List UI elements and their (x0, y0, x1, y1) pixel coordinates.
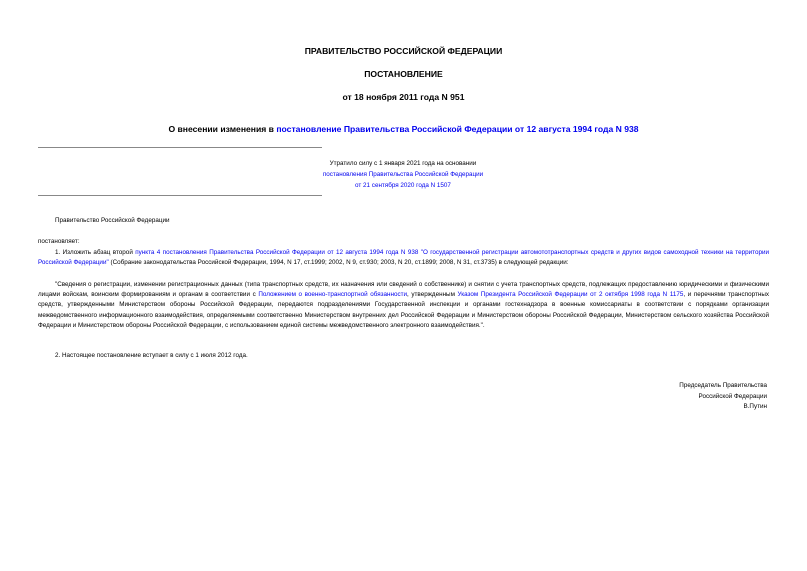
quote-text-1: "Сведения о регистрации, изменении регистрационных данных (типа транспортных средств, их назначения или сведений о собственнике) и снятии с учета транспортных средств, подлежащих предоставлению юридическими и физическими лицами войскам, воинским формированиям и органам в соответствии с (38, 281, 769, 299)
item-1-intro: 1. Изложить абзац второй (55, 249, 136, 256)
new-wording-paragraph (38, 280, 769, 331)
signature-name: В.Путин (743, 403, 767, 410)
amended-act-link[interactable]: постановление Правительства Российской Федерации от 12 августа 1994 года N 938 (276, 124, 639, 134)
title-prefix: О внесении изменения в (168, 124, 277, 134)
document-type: ПОСТАНОВЛЕНИЕ (364, 69, 443, 79)
signature-org: Российской Федерации (698, 392, 767, 400)
item-1-link[interactable]: пункта 4 постановления Правительства Российской Федерации от 12 августа 1994 года N 938 "О государственной регистрации автомототранспортных средств и других видов самоходной техники на территории Российской Федерации" (38, 249, 769, 267)
repealing-act-date-link[interactable]: от 21 сентября 2020 года N 1507 (355, 182, 451, 189)
item-1-rest: (Собрание законодательства Российской Федерации, 1994, N 17, ст.1999; 2002, N 9, ст.930; 2003, N 20, ст.1899; 2008, N 31, ст.3735) в следующей редакции: (108, 259, 569, 267)
item-1-paragraph (38, 248, 769, 268)
government-heading: ПРАВИТЕЛЬСТВО РОССИЙСКОЙ ФЕДЕРАЦИИ (304, 46, 503, 56)
issuer: Правительство Российской Федерации (55, 217, 170, 224)
document-date-number: от 18 ноября 2011 года N 951 (342, 92, 465, 102)
repeal-note (288, 158, 518, 191)
signature-title: Председатель Правительства (679, 382, 767, 389)
bottom-separator (38, 195, 322, 196)
quote-text-2: , утвержденным (407, 291, 458, 299)
signature-block (679, 381, 767, 413)
repeal-note-text: Утратило силу с 1 января 2021 года на основании (329, 160, 477, 167)
item-2-paragraph: 2. Настоящее постановление вступает в силу с 1 июля 2012 года. (55, 352, 248, 359)
resolves-label: постановляет: (38, 238, 80, 245)
quote-text-3: , и перечнями транспортных средств, утвержденными Министерством обороны Российской Федерации, передаются подразделениями Государственной инспекции и органами гостехнадзора в военные комиссариаты в соответствии с порядками организации межведомственного информационного взаимодействия, определяемыми соответственно Министерством внутренних дел Российской Федерации и Министерством обороны Российской Федерации, Министерством сельского хозяйства Российской Федерации и Министерством обороны Российской Федерации, с использованием единой системы межведомственного электронного взаимодействия.". (38, 291, 769, 329)
top-separator (38, 147, 322, 148)
military-transport-duty-link[interactable]: Положением о военно-транспортной обязанности (258, 291, 408, 299)
repealing-act-link[interactable]: постановления Правительства Российской Федерации (322, 171, 484, 178)
presidential-decree-link[interactable]: Указом Президента Российской Федерации от 2 октября 1998 года N 1175 (457, 291, 684, 299)
document-title (0, 124, 807, 134)
